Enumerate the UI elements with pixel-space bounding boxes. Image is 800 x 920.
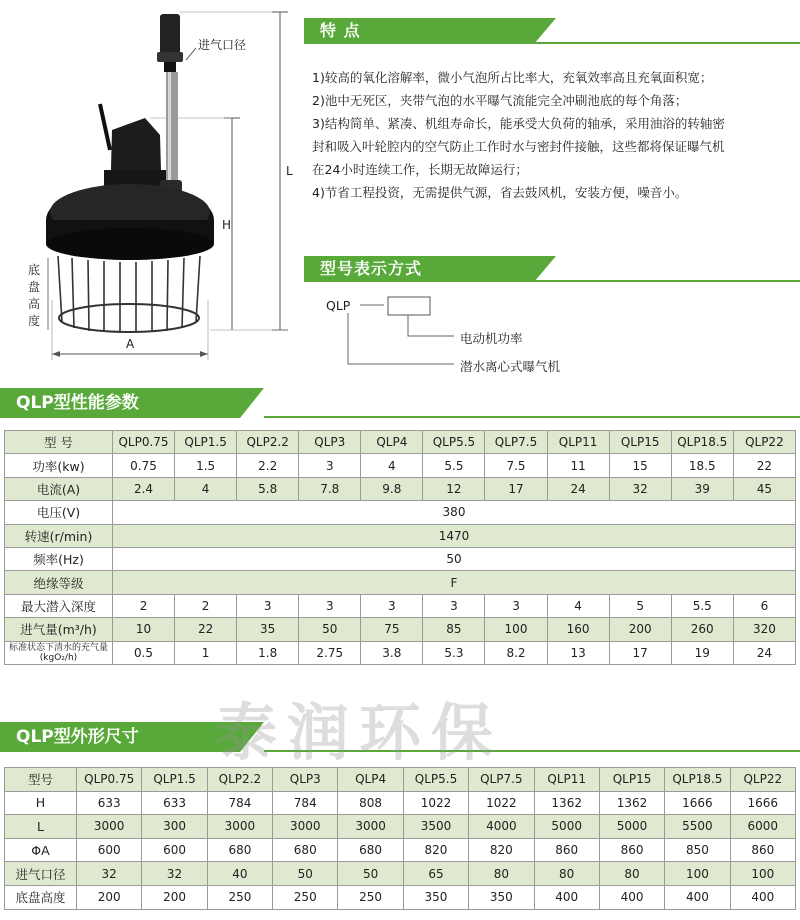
table-cell: 45 <box>733 477 795 500</box>
table-cell: 6000 <box>730 815 795 839</box>
dimensions-title: QLP型外形尺寸 <box>0 722 240 752</box>
header-underline <box>534 42 800 44</box>
feature-line: 3)结构简单、紧凑、机组寿命长，能承受大负荷的轴承，采用油浴的转轴密 <box>312 116 725 131</box>
row-label: 型 号 <box>5 431 113 454</box>
table-cell: 32 <box>77 862 142 886</box>
table-cell: 1.8 <box>237 641 299 664</box>
table-row <box>5 641 796 664</box>
table-row <box>5 547 796 570</box>
table-cell: 7.8 <box>299 477 361 500</box>
table-cell: 5500 <box>665 815 730 839</box>
table-cell: 4000 <box>469 815 534 839</box>
row-label: 电压(V) <box>5 501 113 524</box>
performance-title: QLP型性能参数 <box>0 388 240 418</box>
table-cell: 350 <box>403 885 468 909</box>
row-label: 功率(kw) <box>5 454 113 477</box>
table-cell: 11 <box>547 454 609 477</box>
table-cell: QLP2.2 <box>207 768 272 792</box>
table-cell: 3 <box>299 594 361 617</box>
inlet-diameter-label: 进气口径 <box>198 38 247 52</box>
table-cell: 300 <box>142 815 207 839</box>
table-cell: QLP1.5 <box>142 768 207 792</box>
table-cell: 1362 <box>599 791 664 815</box>
table-cell: 3000 <box>77 815 142 839</box>
table-cell: QLP7.5 <box>469 768 534 792</box>
table-cell: QLP2.2 <box>237 431 299 454</box>
table-cell: 600 <box>142 838 207 862</box>
table-cell: 3 <box>485 594 547 617</box>
table-cell: 1 <box>175 641 237 664</box>
table-cell: 12 <box>423 477 485 500</box>
table-cell: 22 <box>733 454 795 477</box>
table-cell: 80 <box>469 862 534 886</box>
table-row <box>5 594 796 617</box>
features-list <box>312 66 792 204</box>
table-cell: 3000 <box>207 815 272 839</box>
table-cell: 3 <box>299 454 361 477</box>
row-label: 转速(r/min) <box>5 524 113 547</box>
table-cell: 5.3 <box>423 641 485 664</box>
dimension-l-label: L <box>286 164 293 178</box>
machine-type-label: 潜水离心式曝气机 <box>460 359 561 374</box>
table-cell: 17 <box>485 477 547 500</box>
table-cell: 1022 <box>469 791 534 815</box>
table-cell: 22 <box>175 618 237 641</box>
table-cell: 100 <box>665 862 730 886</box>
header-underline <box>264 416 800 418</box>
table-cell: 680 <box>207 838 272 862</box>
table-cell: 1666 <box>665 791 730 815</box>
table-cell: 1470 <box>113 524 796 547</box>
table-cell: 860 <box>730 838 795 862</box>
table-cell: 680 <box>338 838 403 862</box>
row-label: 频率(Hz) <box>5 547 113 570</box>
table-cell: 24 <box>547 477 609 500</box>
table-cell: 320 <box>733 618 795 641</box>
table-cell: 400 <box>599 885 664 909</box>
table-cell: 2.2 <box>237 454 299 477</box>
table-cell: 7.5 <box>485 454 547 477</box>
table-row <box>5 501 796 524</box>
table-row <box>5 524 796 547</box>
motor-power-label: 电动机功率 <box>460 331 523 346</box>
table-row <box>5 768 796 792</box>
feature-line: 1)较高的氧化溶解率，微小气泡所占比率大，充氧效率高且充氧面积宽； <box>312 70 713 85</box>
table-cell: 24 <box>733 641 795 664</box>
feature-line: 2)池中无死区，夹带气泡的水平曝气流能完全冲刷池底的每个角落； <box>312 93 688 108</box>
table-cell: 3000 <box>338 815 403 839</box>
row-label: 型号 <box>5 768 77 792</box>
table-cell: 3 <box>237 594 299 617</box>
table-cell: 260 <box>671 618 733 641</box>
feature-line: 4)节省工程投资，无需提供气源，省去鼓风机，安装方便，噪音小。 <box>312 185 688 200</box>
table-cell: 2.75 <box>299 641 361 664</box>
table-cell: 1362 <box>534 791 599 815</box>
table-cell: 17 <box>609 641 671 664</box>
table-cell: 5.8 <box>237 477 299 500</box>
table-row <box>5 838 796 862</box>
table-cell: QLP22 <box>733 431 795 454</box>
table-cell: 10 <box>113 618 175 641</box>
table-cell: 5.5 <box>671 594 733 617</box>
table-cell: 350 <box>469 885 534 909</box>
row-label: 进气量(m³/h) <box>5 618 113 641</box>
row-label: L <box>5 815 77 839</box>
table-cell: 4 <box>547 594 609 617</box>
table-cell: 0.75 <box>113 454 175 477</box>
header-tab-corner <box>534 18 556 44</box>
row-label: 电流(A) <box>5 477 113 500</box>
table-cell: 100 <box>730 862 795 886</box>
table-cell: 820 <box>469 838 534 862</box>
table-cell: 5000 <box>599 815 664 839</box>
table-cell: 680 <box>273 838 338 862</box>
table-cell: 633 <box>77 791 142 815</box>
table-cell: 80 <box>534 862 599 886</box>
table-cell: 250 <box>273 885 338 909</box>
model-notation-diagram <box>312 296 632 376</box>
table-cell: 400 <box>730 885 795 909</box>
table-cell: 4 <box>361 454 423 477</box>
table-cell: 600 <box>77 838 142 862</box>
features-title: 特 点 <box>304 18 534 44</box>
table-row <box>5 618 796 641</box>
table-cell: 2 <box>175 594 237 617</box>
table-cell: QLP3 <box>299 431 361 454</box>
table-cell: 8.2 <box>485 641 547 664</box>
table-cell: 200 <box>609 618 671 641</box>
base-height-char: 盘 <box>28 280 41 294</box>
table-cell: 65 <box>403 862 468 886</box>
table-cell: QLP15 <box>609 431 671 454</box>
aerator-diagram <box>0 0 300 375</box>
table-cell: QLP11 <box>547 431 609 454</box>
model-prefix: QLP <box>326 298 351 313</box>
table-cell: 820 <box>403 838 468 862</box>
table-cell: 860 <box>534 838 599 862</box>
table-cell: QLP4 <box>338 768 403 792</box>
table-cell: 3500 <box>403 815 468 839</box>
table-cell: 250 <box>207 885 272 909</box>
table-cell: 80 <box>599 862 664 886</box>
table-cell: 3000 <box>273 815 338 839</box>
table-cell: 15 <box>609 454 671 477</box>
feature-line: 封和吸入叶轮腔内的空气防止工作时水与密封件接触，这些都将保证曝气机 <box>312 139 725 154</box>
table-cell: 100 <box>485 618 547 641</box>
table-cell: 2.4 <box>113 477 175 500</box>
table-cell: 400 <box>534 885 599 909</box>
row-label: H <box>5 791 77 815</box>
table-cell: 160 <box>547 618 609 641</box>
dimension-h-label: H <box>222 218 232 232</box>
header-tab-corner <box>240 722 264 752</box>
aerator-drawing <box>0 0 300 375</box>
table-cell: QLP15 <box>599 768 664 792</box>
table-cell: QLP11 <box>534 768 599 792</box>
model-notation-header <box>304 256 800 282</box>
table-cell: 3 <box>361 594 423 617</box>
row-label: 进气口径 <box>5 862 77 886</box>
table-cell: 860 <box>599 838 664 862</box>
table-row <box>5 571 796 594</box>
watermark: 泰润环保 <box>215 696 504 769</box>
table-cell: 75 <box>361 618 423 641</box>
table-cell: QLP7.5 <box>485 431 547 454</box>
table-cell: QLP18.5 <box>671 431 733 454</box>
table-cell: F <box>113 571 796 594</box>
table-cell: 633 <box>142 791 207 815</box>
table-cell: 39 <box>671 477 733 500</box>
table-cell: 784 <box>273 791 338 815</box>
table-cell: QLP18.5 <box>665 768 730 792</box>
table-cell: 1666 <box>730 791 795 815</box>
table-cell: 5000 <box>534 815 599 839</box>
table-cell: 85 <box>423 618 485 641</box>
base-height-char: 度 <box>28 314 41 328</box>
dimensions-header <box>0 722 800 752</box>
header-tab-corner <box>534 256 556 282</box>
model-notation-title: 型号表示方式 <box>304 256 534 282</box>
table-cell: 32 <box>142 862 207 886</box>
table-cell: 9.8 <box>361 477 423 500</box>
table-cell: QLP4 <box>361 431 423 454</box>
table-cell: 200 <box>77 885 142 909</box>
header-underline <box>264 750 800 752</box>
table-cell: QLP22 <box>730 768 795 792</box>
table-cell: QLP0.75 <box>113 431 175 454</box>
performance-table <box>4 430 796 665</box>
table-cell: QLP0.75 <box>77 768 142 792</box>
table-cell: 1.5 <box>175 454 237 477</box>
table-cell: QLP5.5 <box>423 431 485 454</box>
table-cell: 808 <box>338 791 403 815</box>
table-cell: 35 <box>237 618 299 641</box>
table-cell: QLP5.5 <box>403 768 468 792</box>
table-cell: 32 <box>609 477 671 500</box>
table-cell: 13 <box>547 641 609 664</box>
row-label: 底盘高度 <box>5 885 77 909</box>
dimension-a-label: A <box>126 337 135 351</box>
table-cell: 850 <box>665 838 730 862</box>
table-row <box>5 791 796 815</box>
table-row <box>5 431 796 454</box>
table-cell: 380 <box>113 501 796 524</box>
table-cell: 400 <box>665 885 730 909</box>
row-label: ΦA <box>5 838 77 862</box>
header-tab-corner <box>240 388 264 418</box>
table-cell: QLP1.5 <box>175 431 237 454</box>
table-cell: 200 <box>142 885 207 909</box>
table-cell: 40 <box>207 862 272 886</box>
table-row <box>5 477 796 500</box>
table-cell: 3.8 <box>361 641 423 664</box>
table-row <box>5 454 796 477</box>
table-cell: 50 <box>273 862 338 886</box>
table-cell: 5.5 <box>423 454 485 477</box>
table-cell: 250 <box>338 885 403 909</box>
table-cell: 50 <box>113 547 796 570</box>
row-label: 标准状态下清水的充气量(kgO₂/h) <box>5 641 113 664</box>
features-header <box>304 18 800 44</box>
table-cell: 50 <box>299 618 361 641</box>
table-cell: QLP3 <box>273 768 338 792</box>
table-cell: 18.5 <box>671 454 733 477</box>
table-cell: 6 <box>733 594 795 617</box>
base-height-label <box>28 262 42 330</box>
row-label: 绝缘等级 <box>5 571 113 594</box>
feature-line: 在24小时连续工作，长期无故障运行； <box>312 162 528 177</box>
dimensions-table <box>4 767 796 910</box>
table-cell: 19 <box>671 641 733 664</box>
table-row <box>5 815 796 839</box>
table-cell: 784 <box>207 791 272 815</box>
table-cell: 2 <box>113 594 175 617</box>
table-cell: 5 <box>609 594 671 617</box>
table-cell: 50 <box>338 862 403 886</box>
table-cell: 4 <box>175 477 237 500</box>
row-label: 最大潜入深度 <box>5 594 113 617</box>
base-height-char: 底 <box>28 263 41 277</box>
table-cell: 1022 <box>403 791 468 815</box>
table-row <box>5 862 796 886</box>
performance-header <box>0 388 800 418</box>
table-row <box>5 885 796 909</box>
table-cell: 3 <box>423 594 485 617</box>
base-height-char: 高 <box>28 297 41 311</box>
header-underline <box>534 280 800 282</box>
table-cell: 0.5 <box>113 641 175 664</box>
